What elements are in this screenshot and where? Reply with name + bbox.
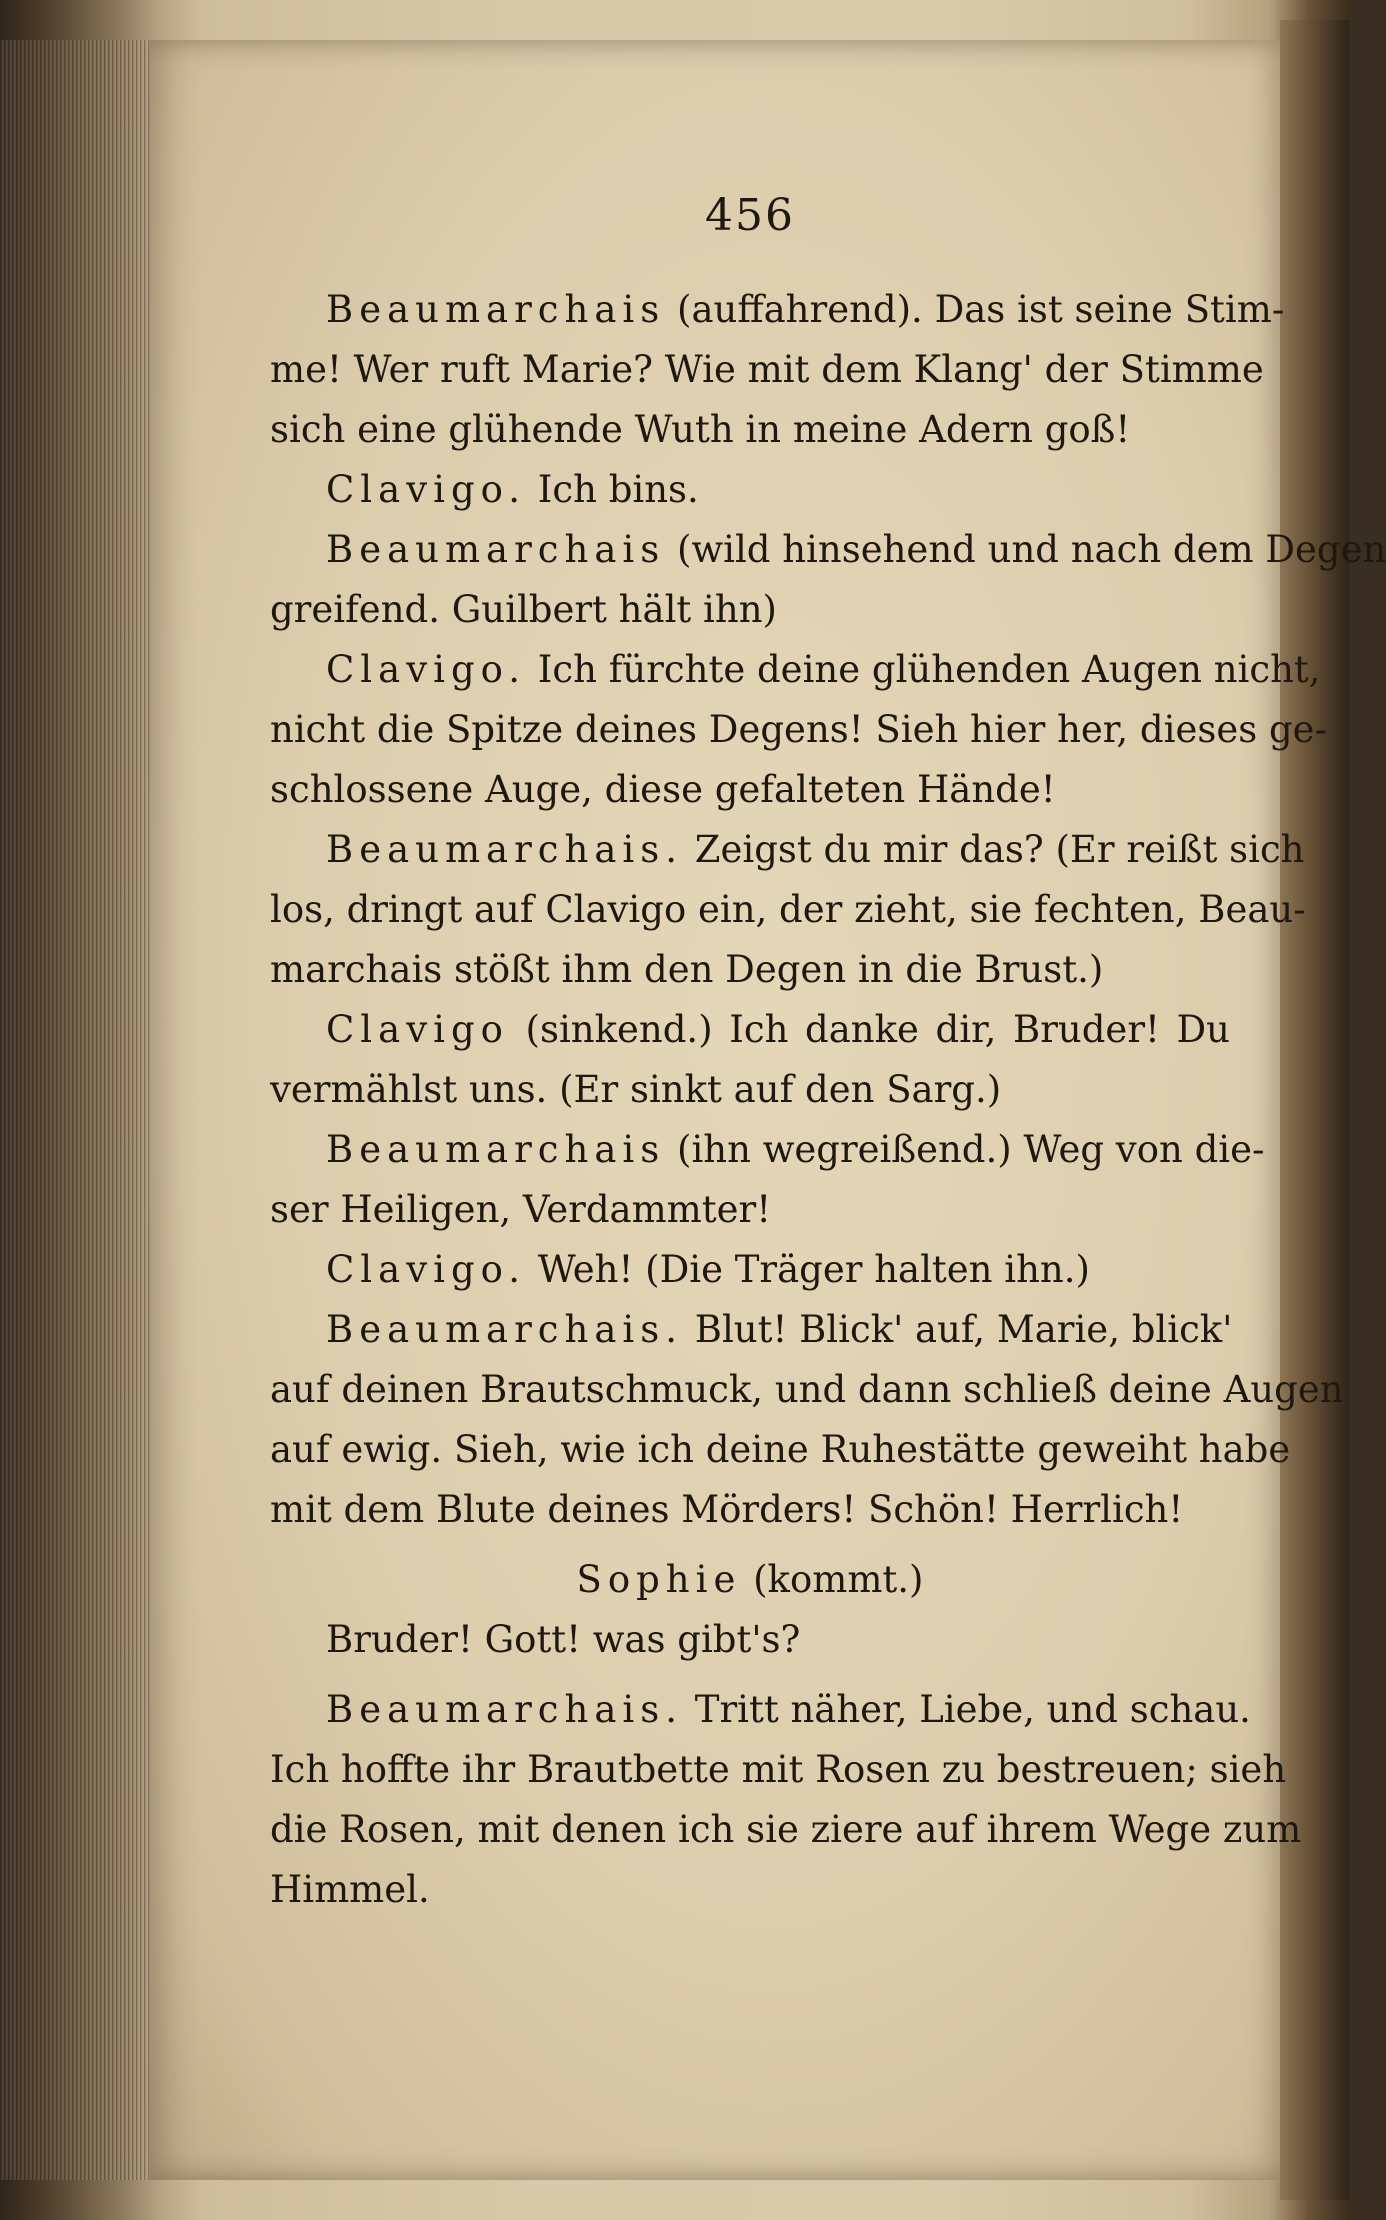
text-line: auf deinen Brautschmuck, und dann schließ deine Augen (270, 1368, 1344, 1411)
text-line: Ich hoffte ihr Brautbette mit Rosen zu bestreuen; sieh (270, 1748, 1287, 1791)
text-line: mit dem Blute deines Mörders! Schön! Herrlich! (270, 1488, 1184, 1531)
text-line: sich eine glühende Wuth in meine Adern goß! (270, 408, 1131, 451)
text-line: Beaumarchais. Tritt näher, Liebe, und schau. (326, 1688, 1251, 1731)
text-line: ser Heiligen, Verdammter! (270, 1188, 772, 1231)
page-edges (0, 40, 150, 2180)
text-line: Beaumarchais (ihn wegreißend.) Weg von die- (326, 1128, 1265, 1171)
text-line: Beaumarchais (auffahrend). Das ist seine Stim- (326, 288, 1285, 331)
text-line: Bruder! Gott! was gibt's? (326, 1618, 801, 1661)
text-line: Clavigo. Ich fürchte deine glühenden Augen nicht, (326, 648, 1321, 691)
text-line: die Rosen, mit denen ich sie ziere auf ihrem Wege zum (270, 1808, 1302, 1851)
text-line: Himmel. (270, 1868, 430, 1911)
text-line: vermählst uns. (Er sinkt auf den Sarg.) (270, 1068, 1002, 1111)
page-number: 456 (705, 190, 795, 241)
text-line: Clavigo. Ich bins. (326, 468, 699, 511)
stage-entry: Sophie (kommt.) (576, 1558, 924, 1601)
text-line: Beaumarchais (wild hinsehend und nach dem Degen (326, 528, 1386, 571)
text-line: Clavigo. Weh! (Die Träger halten ihn.) (326, 1248, 1090, 1291)
text-line: Beaumarchais. Zeigst du mir das? (Er reißt sich (326, 828, 1305, 871)
text-line: greifend. Guilbert hält ihn) (270, 588, 777, 631)
text-line: los, dringt auf Clavigo ein, der zieht, sie fechten, Beau- (270, 888, 1306, 931)
book-cover-edge (1280, 20, 1349, 2200)
text-line: marchais stößt ihm den Degen in die Brust.) (270, 948, 1104, 991)
text-line: schlossene Auge, diese gefalteten Hände! (270, 768, 1056, 811)
text-line: Beaumarchais. Blut! Blick' auf, Marie, blick' (326, 1308, 1233, 1351)
text-line: Clavigo (sinkend.) Ich danke dir, Bruder! Du (326, 1008, 1230, 1051)
text-line: me! Wer ruft Marie? Wie mit dem Klang' der Stimme (270, 348, 1264, 391)
text-line: nicht die Spitze deines Degens! Sieh hier her, dieses ge- (270, 708, 1328, 751)
text-line: auf ewig. Sieh, wie ich deine Ruhestätte geweiht habe (270, 1428, 1291, 1471)
